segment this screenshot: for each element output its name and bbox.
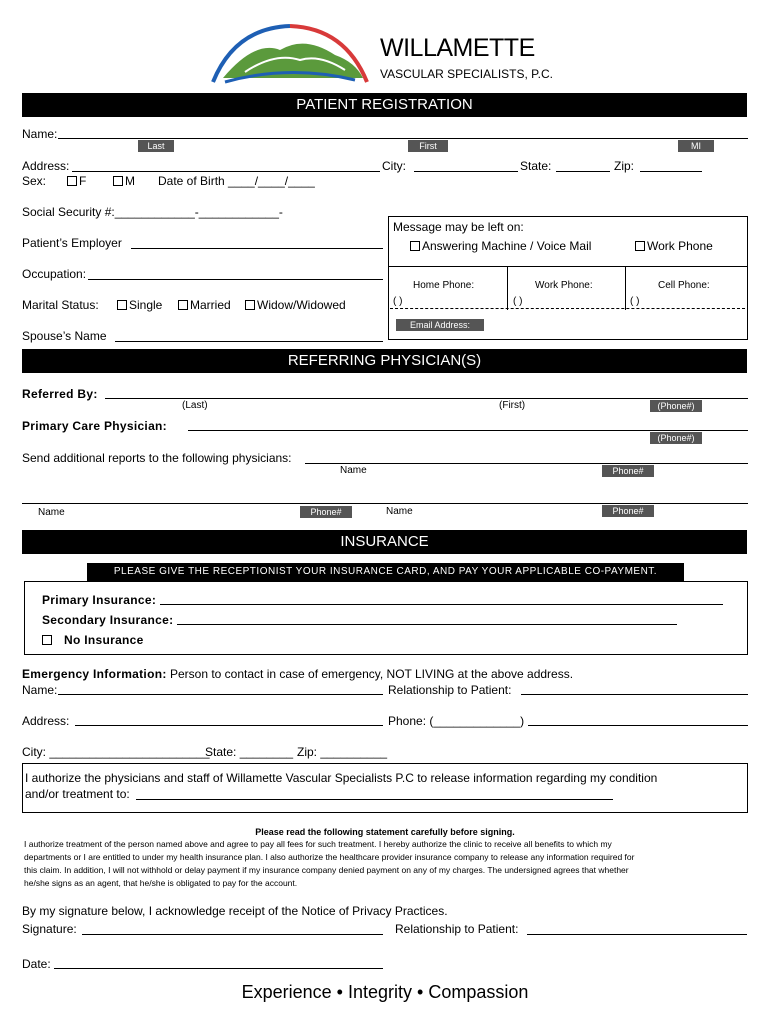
referred-phone-tag: (Phone#) xyxy=(650,400,702,412)
answering-machine-option[interactable]: Answering Machine / Voice Mail xyxy=(410,239,591,253)
answering-machine-checkbox[interactable] xyxy=(410,241,420,251)
insurance-title: INSURANCE xyxy=(22,530,747,554)
signature-relationship-label: Relationship to Patient: xyxy=(395,922,519,936)
widow-checkbox[interactable] xyxy=(245,300,255,310)
physician3-name: Name xyxy=(386,506,413,517)
signature-field[interactable] xyxy=(82,934,383,935)
marital-single[interactable]: Single xyxy=(117,298,162,312)
emergency-name-field[interactable] xyxy=(58,694,383,695)
dob-field[interactable]: Date of Birth ____/____/____ xyxy=(158,174,315,188)
sex-f-option[interactable]: F xyxy=(67,174,86,188)
state-label: State: xyxy=(520,159,552,173)
no-insurance-checkbox[interactable] xyxy=(42,635,52,645)
employer-field[interactable] xyxy=(131,248,383,249)
form-title: PATIENT REGISTRATION xyxy=(22,93,747,117)
privacy-ack: By my signature below, I acknowledge receipt of the Notice of Privacy Practices. xyxy=(22,904,448,918)
sex-m-checkbox[interactable] xyxy=(113,176,123,186)
marital-label: Marital Status: xyxy=(22,298,99,312)
work-phone-checkbox[interactable] xyxy=(635,241,645,251)
statement-line1: I authorize treatment of the person named above and agree to pay all fees for such treatment. I hereby authorize the clinic to receive all benefits to which my xyxy=(24,839,612,849)
cell-phone-field[interactable]: ( ) xyxy=(630,296,640,307)
statement-line2: departments or I are entitled to under my health insurance plan. I also authorize the healthcare provider insurance company to release any information required for xyxy=(24,852,635,862)
primary-insurance-field[interactable] xyxy=(160,604,723,605)
message-heading: Message may be left on: xyxy=(393,220,524,234)
city-label: City: xyxy=(382,159,406,173)
signature-label: Signature: xyxy=(22,922,77,936)
physician1-name: Name xyxy=(340,465,367,476)
home-phone-field[interactable]: ( ) xyxy=(393,296,403,307)
phone-divider-1 xyxy=(507,266,508,310)
emergency-zip-field[interactable]: Zip: __________ xyxy=(297,745,388,759)
phone-grid-top xyxy=(388,266,747,267)
emergency-relationship-field[interactable] xyxy=(521,694,748,695)
company-subtitle: VASCULAR SPECIALISTS, P.C. xyxy=(380,67,553,81)
name-label: Name: xyxy=(22,127,58,141)
send-reports-label: Send additional reports to the following physicians: xyxy=(22,451,292,465)
physician1-phone-tag: Phone# xyxy=(602,465,654,477)
emergency-phone-field[interactable] xyxy=(528,725,748,726)
signature-relationship-field[interactable] xyxy=(527,934,747,935)
zip-label: Zip: xyxy=(614,159,635,173)
city-field[interactable] xyxy=(414,171,518,172)
mi-tag: MI xyxy=(678,140,714,152)
referring-title: REFERRING PHYSICIAN(S) xyxy=(22,349,747,373)
emergency-name-label: Name: xyxy=(22,683,58,697)
physician3-phone-tag: Phone# xyxy=(602,505,654,517)
authorization-line1: I authorize the physicians and staff of Willamette Vascular Specialists P.C to release information regarding my condition xyxy=(25,771,658,785)
work-phone-label: Work Phone: xyxy=(535,280,593,291)
ssn-field[interactable]: Social Security #:____________-____________- xyxy=(22,205,283,219)
primary-care-phone-tag: (Phone#) xyxy=(650,432,702,444)
authorization-line2: and/or treatment to: xyxy=(25,787,130,801)
read-heading: Please read the following statement carefully before signing. xyxy=(255,827,515,837)
emergency-phone-label[interactable]: Phone: (_____________) xyxy=(388,714,525,728)
statement-line4: he/she signs as an agent, that he/she is obligated to pay for the account. xyxy=(24,878,298,888)
date-field[interactable] xyxy=(54,968,383,969)
emergency-address-label: Address: xyxy=(22,714,70,728)
marital-married[interactable]: Married xyxy=(178,298,231,312)
occupation-label: Occupation: xyxy=(22,267,87,281)
sex-label: Sex: xyxy=(22,174,47,188)
address-label: Address: xyxy=(22,159,70,173)
address-field[interactable] xyxy=(72,171,380,172)
secondary-insurance-label: Secondary Insurance: xyxy=(42,613,174,627)
company-logo xyxy=(205,20,375,90)
no-insurance-option[interactable]: No Insurance xyxy=(42,633,144,647)
last-tag: Last xyxy=(138,140,174,152)
authorization-field[interactable] xyxy=(136,799,613,800)
marital-widow[interactable]: Widow/Widowed xyxy=(245,298,346,312)
sex-f-checkbox[interactable] xyxy=(67,176,77,186)
referred-by-field[interactable] xyxy=(105,398,748,399)
emergency-relationship-label: Relationship to Patient: xyxy=(388,683,512,697)
emergency-address-field[interactable] xyxy=(75,725,383,726)
referred-first: (First) xyxy=(499,400,526,411)
work-phone-field[interactable]: ( ) xyxy=(513,296,523,307)
email-tag: Email Address: xyxy=(396,319,484,331)
secondary-insurance-field[interactable] xyxy=(177,624,677,625)
spouse-field[interactable] xyxy=(115,341,383,342)
sex-m-option[interactable]: M xyxy=(113,174,135,188)
emergency-state-field[interactable]: State: ________ xyxy=(205,745,294,759)
referred-by-label: Referred By: xyxy=(22,387,98,401)
first-tag: First xyxy=(408,140,448,152)
phone-dotted-line xyxy=(390,308,745,309)
send-reports-field-2[interactable] xyxy=(22,503,748,504)
statement-line3: this claim. In addition, I will not withhold or delay payment if my insurance company denied payment on any of my charges. The undersigned agrees that whether xyxy=(24,865,629,875)
phone-divider-2 xyxy=(625,266,626,310)
married-checkbox[interactable] xyxy=(178,300,188,310)
referred-last: (Last) xyxy=(182,400,208,411)
work-phone-option[interactable]: Work Phone xyxy=(635,239,713,253)
date-label: Date: xyxy=(22,957,51,971)
zip-field[interactable] xyxy=(640,171,702,172)
cell-phone-label: Cell Phone: xyxy=(658,280,710,291)
physician2-name: Name xyxy=(38,507,65,518)
footer-tagline: Experience • Integrity • Compassion xyxy=(241,982,529,1002)
emergency-heading: Emergency Information: Person to contact in case of emergency, NOT LIVING at the above address. xyxy=(22,667,574,681)
primary-care-label: Primary Care Physician: xyxy=(22,419,167,433)
emergency-city-field[interactable]: City: ________________________ xyxy=(22,745,210,759)
employer-label: Patient’s Employer xyxy=(22,236,122,250)
primary-care-field[interactable] xyxy=(188,430,748,431)
company-name: WILLAMETTE xyxy=(380,34,535,62)
home-phone-label: Home Phone: xyxy=(413,280,475,291)
primary-insurance-label: Primary Insurance: xyxy=(42,593,157,607)
occupation-field[interactable] xyxy=(88,279,383,280)
insurance-notice: PLEASE GIVE THE RECEPTIONIST YOUR INSURANCE CARD, AND PAY YOUR APPLICABLE CO-PAYMENT. xyxy=(87,563,684,581)
single-checkbox[interactable] xyxy=(117,300,127,310)
state-field[interactable] xyxy=(556,171,610,172)
send-reports-field-1[interactable] xyxy=(305,463,748,464)
name-field[interactable] xyxy=(58,138,748,139)
spouse-label: Spouse’s Name xyxy=(22,329,107,343)
physician2-phone-tag: Phone# xyxy=(300,506,352,518)
